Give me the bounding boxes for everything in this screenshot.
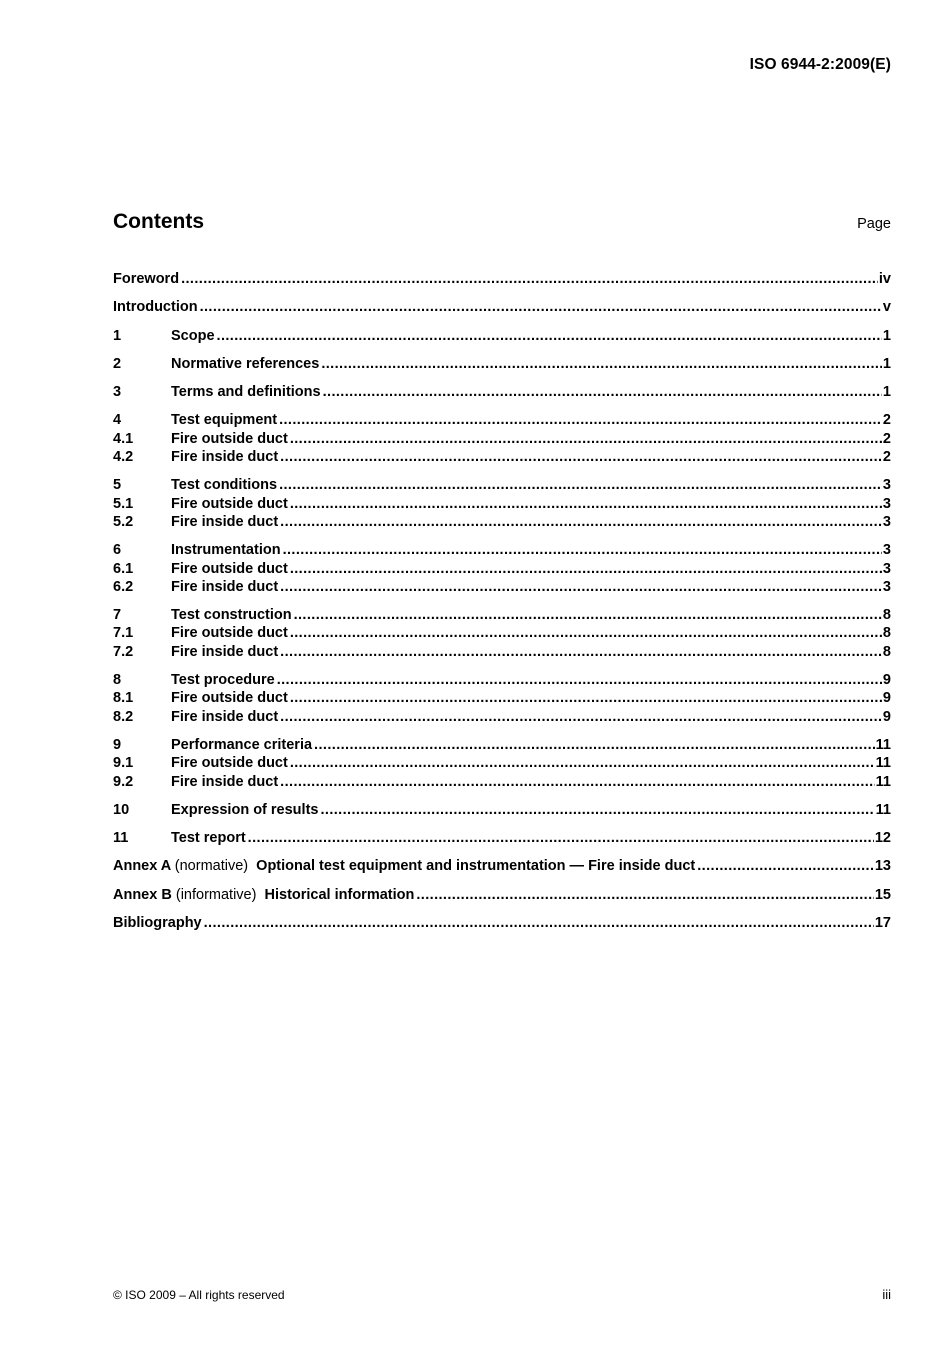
toc-group <box>113 801 891 819</box>
toc-entry-page: 2 <box>882 449 891 466</box>
toc-entry-page: 3 <box>882 542 891 559</box>
toc-entry-title: Test conditions <box>171 477 278 494</box>
dot-leader <box>217 327 882 345</box>
toc-entry-title: Fire inside duct <box>171 449 279 466</box>
toc-group <box>113 327 891 345</box>
toc-entry-title: Foreword <box>113 271 180 287</box>
toc-entry-number: 6.1 <box>113 560 134 577</box>
toc-group <box>113 411 891 466</box>
toc-entry-number: 9.2 <box>113 773 134 790</box>
toc-entry-page: 1 <box>882 355 891 372</box>
toc-entry-title: Test equipment <box>171 412 278 429</box>
toc-group <box>113 914 891 932</box>
toc-entry-page: 8 <box>882 607 891 624</box>
toc-entry-title: Fire outside duct <box>171 495 288 512</box>
toc-entry-title: Fire inside duct <box>171 513 279 530</box>
toc-entry-page: 8 <box>882 625 891 642</box>
toc-entry-page: 3 <box>882 578 891 595</box>
dot-leader <box>280 448 882 466</box>
toc-entry[interactable] <box>113 298 891 316</box>
toc-entry-number: 8.2 <box>113 708 134 725</box>
toc-group <box>113 829 891 847</box>
toc-entry[interactable] <box>113 541 891 559</box>
toc-entry[interactable] <box>113 476 891 494</box>
toc-entry-page: 17 <box>874 915 891 932</box>
annex-qualifier: (normative) <box>174 858 249 875</box>
toc-entry-page: 1 <box>882 327 891 344</box>
toc-entry-title: Terms and definitions <box>171 384 321 401</box>
toc-group <box>113 476 891 531</box>
toc-entry-number: 11 <box>113 830 129 847</box>
toc-entry-number: 6.2 <box>113 578 134 595</box>
annex-title: Historical information <box>264 886 415 903</box>
toc-entry-title: Fire inside duct <box>171 773 279 790</box>
toc-entry-page: iv <box>878 271 891 287</box>
dot-leader <box>248 829 874 847</box>
toc-entry-page: 9 <box>882 672 891 689</box>
toc-entry-number: 7.2 <box>113 643 134 660</box>
toc-entry[interactable] <box>113 857 891 875</box>
toc-entry-page: 12 <box>874 830 891 847</box>
toc-entry-title <box>113 857 695 875</box>
toc-entry-page: 13 <box>874 858 891 875</box>
toc-entry[interactable] <box>113 578 891 596</box>
contents-heading: Contents <box>113 210 204 233</box>
toc-entry-page: 11 <box>875 773 891 790</box>
toc-entry-number: 5 <box>113 477 122 494</box>
dot-leader <box>200 298 882 316</box>
toc-entry-number: 9 <box>113 736 122 753</box>
toc-entry-number: 1 <box>113 327 122 344</box>
toc-entry-title: Scope <box>171 327 215 344</box>
toc-group <box>113 671 891 726</box>
toc-entry[interactable] <box>113 801 891 819</box>
toc-entry-title: Fire outside duct <box>171 430 288 447</box>
dot-leader <box>290 430 882 448</box>
dot-leader <box>204 914 874 932</box>
toc-entry-page: 2 <box>882 430 891 447</box>
toc-entry-title: Normative references <box>171 355 320 372</box>
toc-entry-page: 1 <box>882 384 891 401</box>
dot-leader <box>283 541 882 559</box>
toc-entry-title: Fire outside duct <box>171 755 288 772</box>
toc-entry[interactable] <box>113 671 891 689</box>
dot-leader <box>290 754 875 772</box>
dot-leader <box>279 411 882 429</box>
toc-entry-page: 3 <box>882 477 891 494</box>
toc-entry[interactable] <box>113 513 891 531</box>
toc-entry-page: 9 <box>882 708 891 725</box>
annex-qualifier: (informative) <box>175 886 257 903</box>
toc-entry[interactable] <box>113 736 891 754</box>
toc-entry-number: 4.1 <box>113 430 134 447</box>
dot-leader <box>280 773 874 791</box>
toc-entry-title <box>113 886 414 904</box>
toc-group <box>113 298 891 316</box>
dot-leader <box>290 624 882 642</box>
toc-entry[interactable] <box>113 383 891 401</box>
dot-leader <box>697 857 874 875</box>
toc-entry-page: 8 <box>882 643 891 660</box>
dot-leader <box>280 643 882 661</box>
toc-entry-title: Bibliography <box>113 915 202 932</box>
toc-entry[interactable] <box>113 495 891 513</box>
dot-leader <box>279 476 882 494</box>
toc-entry-page: 3 <box>882 495 891 512</box>
toc-entry-number: 10 <box>113 801 130 818</box>
toc-entry-title: Fire outside duct <box>171 560 288 577</box>
dot-leader <box>280 578 882 596</box>
toc-entry-title: Test construction <box>171 607 292 624</box>
document-id: ISO 6944-2:2009(E) <box>749 56 891 73</box>
toc-entry-title: Fire inside duct <box>171 708 279 725</box>
toc-entry[interactable] <box>113 708 891 726</box>
toc-entry[interactable] <box>113 643 891 661</box>
toc-entry-number: 8 <box>113 672 122 689</box>
dot-leader <box>320 801 874 819</box>
dot-leader <box>290 495 882 513</box>
toc-group <box>113 355 891 373</box>
toc-entry-page: 15 <box>874 886 891 903</box>
toc-group <box>113 886 891 904</box>
toc-entry-number: 8.1 <box>113 690 134 707</box>
toc-group <box>113 541 891 596</box>
annex-label: Annex A <box>113 858 171 875</box>
toc-entry-page: v <box>882 299 891 316</box>
toc-entry-title: Fire inside duct <box>171 578 279 595</box>
toc-group <box>113 606 891 661</box>
toc-entry-title: Performance criteria <box>171 736 313 753</box>
toc-entry-title: Instrumentation <box>171 542 281 559</box>
dot-leader <box>323 383 882 401</box>
toc-entry-page: 3 <box>882 560 891 577</box>
page-column-label: Page <box>857 216 891 232</box>
toc-entry-number: 7.1 <box>113 625 134 642</box>
toc-entry-number: 5.1 <box>113 495 134 512</box>
dot-leader <box>280 513 882 531</box>
toc-entry-title: Fire outside duct <box>171 625 288 642</box>
toc-entry-number: 5.2 <box>113 513 134 530</box>
toc-entry-page: 11 <box>875 755 891 772</box>
dot-leader <box>280 708 882 726</box>
toc-entry[interactable] <box>113 411 891 429</box>
toc-entry[interactable] <box>113 270 891 288</box>
annex-title: Optional test equipment and instrumentation — Fire inside duct <box>256 858 696 875</box>
toc-group <box>113 857 891 875</box>
toc-entry[interactable] <box>113 327 891 345</box>
toc-entry[interactable] <box>113 886 891 904</box>
toc-entry-title: Expression of results <box>171 801 319 818</box>
toc-entry-page: 11 <box>875 801 891 818</box>
dot-leader <box>290 560 882 578</box>
page-number: iii <box>882 1287 891 1302</box>
toc-entry[interactable] <box>113 355 891 373</box>
table-of-contents <box>113 270 891 942</box>
dot-leader <box>321 355 882 373</box>
annex-label: Annex B <box>113 886 172 903</box>
toc-entry-page: 2 <box>882 412 891 429</box>
toc-entry[interactable] <box>113 773 891 791</box>
toc-entry-title: Introduction <box>113 299 198 316</box>
dot-leader <box>314 736 875 754</box>
toc-entry-number: 9.1 <box>113 755 134 772</box>
dot-leader <box>294 606 882 624</box>
toc-entry-title: Test procedure <box>171 672 275 689</box>
copyright-notice: © ISO 2009 – All rights reserved <box>113 1288 285 1302</box>
toc-entry-number: 7 <box>113 607 122 624</box>
toc-entry[interactable] <box>113 448 891 466</box>
toc-group <box>113 383 891 401</box>
toc-entry-number: 3 <box>113 384 122 401</box>
toc-group <box>113 270 891 288</box>
dot-leader <box>290 689 882 707</box>
toc-entry-title: Fire outside duct <box>171 690 288 707</box>
toc-entry-number: 6 <box>113 542 122 559</box>
toc-entry[interactable] <box>113 560 891 578</box>
toc-entry-number: 4 <box>113 412 122 429</box>
toc-entry[interactable] <box>113 689 891 707</box>
toc-group <box>113 736 891 791</box>
toc-entry[interactable] <box>113 829 891 847</box>
dot-leader <box>416 886 874 904</box>
toc-entry[interactable] <box>113 754 891 772</box>
toc-entry-page: 11 <box>875 736 891 753</box>
dot-leader <box>181 270 878 288</box>
toc-entry-title: Test report <box>171 830 246 847</box>
toc-entry[interactable] <box>113 624 891 642</box>
toc-entry-number: 4.2 <box>113 449 134 466</box>
toc-entry-page: 3 <box>882 513 891 530</box>
toc-entry[interactable] <box>113 606 891 624</box>
toc-entry-number: 2 <box>113 355 122 372</box>
toc-entry[interactable] <box>113 430 891 448</box>
toc-entry-title: Fire inside duct <box>171 643 279 660</box>
dot-leader <box>277 671 882 689</box>
toc-entry-page: 9 <box>882 690 891 707</box>
toc-entry[interactable] <box>113 914 891 932</box>
